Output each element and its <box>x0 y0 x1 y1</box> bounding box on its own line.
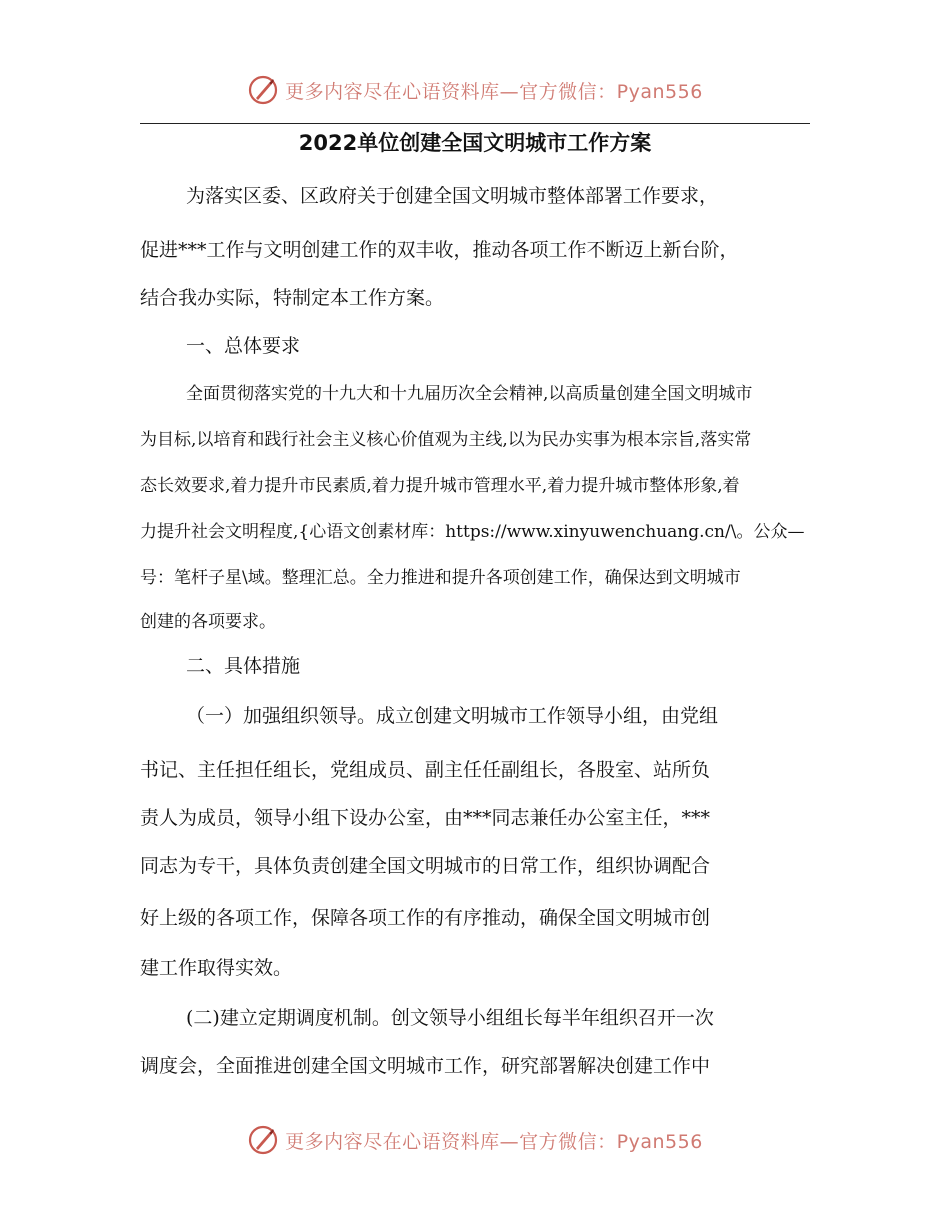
section-heading: 二、具体措施 <box>186 655 301 677</box>
page-title: 2022单位创建全国文明城市工作方案 <box>298 131 652 155</box>
body-line: 创建的各项要求。 <box>140 612 276 632</box>
watermark-text: 更多内容尽在心语资料库—官方微信：Pyan556 <box>285 1130 703 1153</box>
footer-watermark-banner <box>0 1120 950 1160</box>
quill-pen-logo-icon <box>247 74 279 106</box>
body-line: 好上级的各项工作，保障各项工作的有序推动，确保全国文明城市创 <box>140 907 711 929</box>
body-line: （一）加强组织领导。成立创建文明城市工作领导小组，由党组 <box>186 705 719 727</box>
body-line: 同志为专干，具体负责创建全国文明城市的日常工作，组织协调配合 <box>140 855 711 877</box>
section-heading: 一、总体要求 <box>186 335 301 357</box>
body-line: 全面贯彻落实党的十九大和十九届历次全会精神,以高质量创建全国文明城市 <box>186 384 753 404</box>
header-watermark-banner <box>0 70 950 110</box>
quill-pen-logo-icon <box>247 1124 279 1156</box>
body-line: 调度会，全面推进创建全国文明城市工作，研究部署解决创建工作中 <box>140 1055 711 1077</box>
body-line: 责人为成员，领导小组下设办公室，由***同志兼任办公室主任，*** <box>140 807 711 829</box>
body-line: 结合我办实际，特制定本工作方案。 <box>140 287 445 309</box>
body-line: 为落实区委、区政府关于创建全国文明城市整体部署工作要求， <box>186 185 719 207</box>
body-line: 书记、主任担任组长，党组成员、副主任任副组长，各股室、站所负 <box>140 759 711 781</box>
body-line: 促进***工作与文明创建工作的双丰收，推动各项工作不断迈上新台阶， <box>140 239 739 261</box>
header-rule <box>140 123 810 124</box>
body-line: 为目标,以培育和践行社会主义核心价值观为主线,以为民办实事为根本宗旨,落实常 <box>140 430 752 450</box>
body-line: (二)建立定期调度机制。创文领导小组组长每半年组织召开一次 <box>186 1007 714 1029</box>
body-line: 态长效要求,着力提升市民素质,着力提升城市管理水平,着力提升城市整体形象,着 <box>140 476 740 496</box>
watermark-text: 更多内容尽在心语资料库—官方微信：Pyan556 <box>285 80 703 103</box>
body-line: 号：笔杆子星\域。整理汇总。全力推进和提升各项创建工作，确保达到文明城市 <box>140 568 741 588</box>
body-line: 建工作取得实效。 <box>140 957 293 979</box>
body-line: 力提升社会文明程度,{心语文创素材库：https://www.xinyuwenchuang.cn/\。公众— <box>140 522 805 542</box>
